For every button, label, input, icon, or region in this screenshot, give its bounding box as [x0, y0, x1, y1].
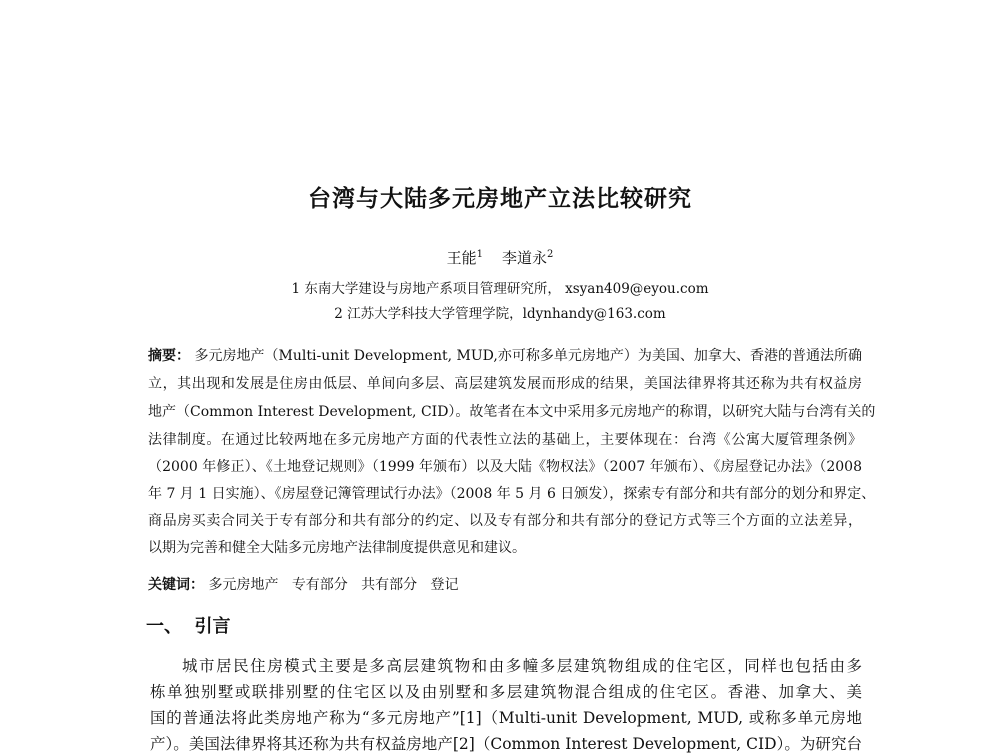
body-line: 产）。美国法律界将其还称为共有权益房地产[2]（Common Interest Development, CID）。为研究台 — [150, 735, 862, 753]
abstract-line: 商品房买卖合同关于专有部分和共有部分的约定、以及专有部分和共有部分的登记方式等三个方面的立法差异， — [148, 513, 862, 529]
keyword: 专有部分 — [291, 577, 348, 593]
abstract-line: 立，其出现和发展是住房由低层、单间向多层、高层建筑发展而形成的结果，美国法律界将其还称为共有权益房 — [148, 376, 862, 392]
keywords-label: 关键词： — [148, 577, 204, 593]
affiliation: 1 东南大学建设与房地产系项目管理研究所， xsyan409@eyou.com — [291, 281, 709, 297]
author-list — [0, 247, 1000, 268]
affiliation: 2 江苏大学科技大学管理学院，ldynhandy@163.com — [334, 306, 666, 322]
abstract-line: 法律制度。在通过比较两地在多元房地产方面的代表性立法的基础上，主要体现在：台湾《公寓大厦管理条例》 — [148, 432, 862, 448]
section-heading: 一、 引言 — [146, 616, 231, 637]
keyword: 共有部分 — [361, 577, 418, 593]
keywords — [148, 574, 459, 594]
abstract-text: 多元房地产（Multi-unit Development, MUD,亦可称多单元房地产）为美国、加拿大、香港的普通法所确 — [194, 348, 863, 364]
author-sup: 2 — [547, 249, 554, 260]
body-line: 栋单独别墅或联排别墅的住宅区以及由别墅和多层建筑物混合组成的住宅区。香港、加拿大、美 — [150, 683, 862, 701]
author-name: 王能 — [446, 249, 477, 267]
keyword: 登记 — [430, 577, 459, 593]
keyword: 多元房地产 — [208, 577, 279, 593]
author-sup: 1 — [476, 249, 483, 260]
abstract-line: 地产（Common Interest Development, CID）。故笔者在本文中采用多元房地产的称谓，以研究大陆与台湾有关的 — [148, 404, 876, 420]
body-line: 城市居民住房模式主要是多高层建筑物和由多幢多层建筑物组成的住宅区，同样也包括由多 — [182, 657, 862, 675]
paper-title: 台湾与大陆多元房地产立法比较研究 — [308, 185, 692, 212]
abstract-line — [148, 345, 862, 365]
body-line: 国的普通法将此类房地产称为“多元房地产”[1]（Multi-unit Development, MUD, 或称多单元房地 — [150, 709, 862, 727]
abstract-line: （2000 年修正）、《土地登记规则》（1999 年颁布）以及大陆《物权法》（2007 年颁布）、《房屋登记办法》（2008 — [148, 459, 862, 475]
abstract-label: 摘要： — [148, 348, 191, 364]
abstract-line: 以期为完善和健全大陆多元房地产法律制度提供意见和建议。 — [148, 540, 526, 556]
author-name: 李道永 — [502, 249, 548, 267]
abstract-line: 年 7 月 1 日实施）、《房屋登记簿管理试行办法》（2008 年 5 月 6 日颁发），探索专有部分和共有部分的划分和界定、 — [148, 486, 876, 502]
